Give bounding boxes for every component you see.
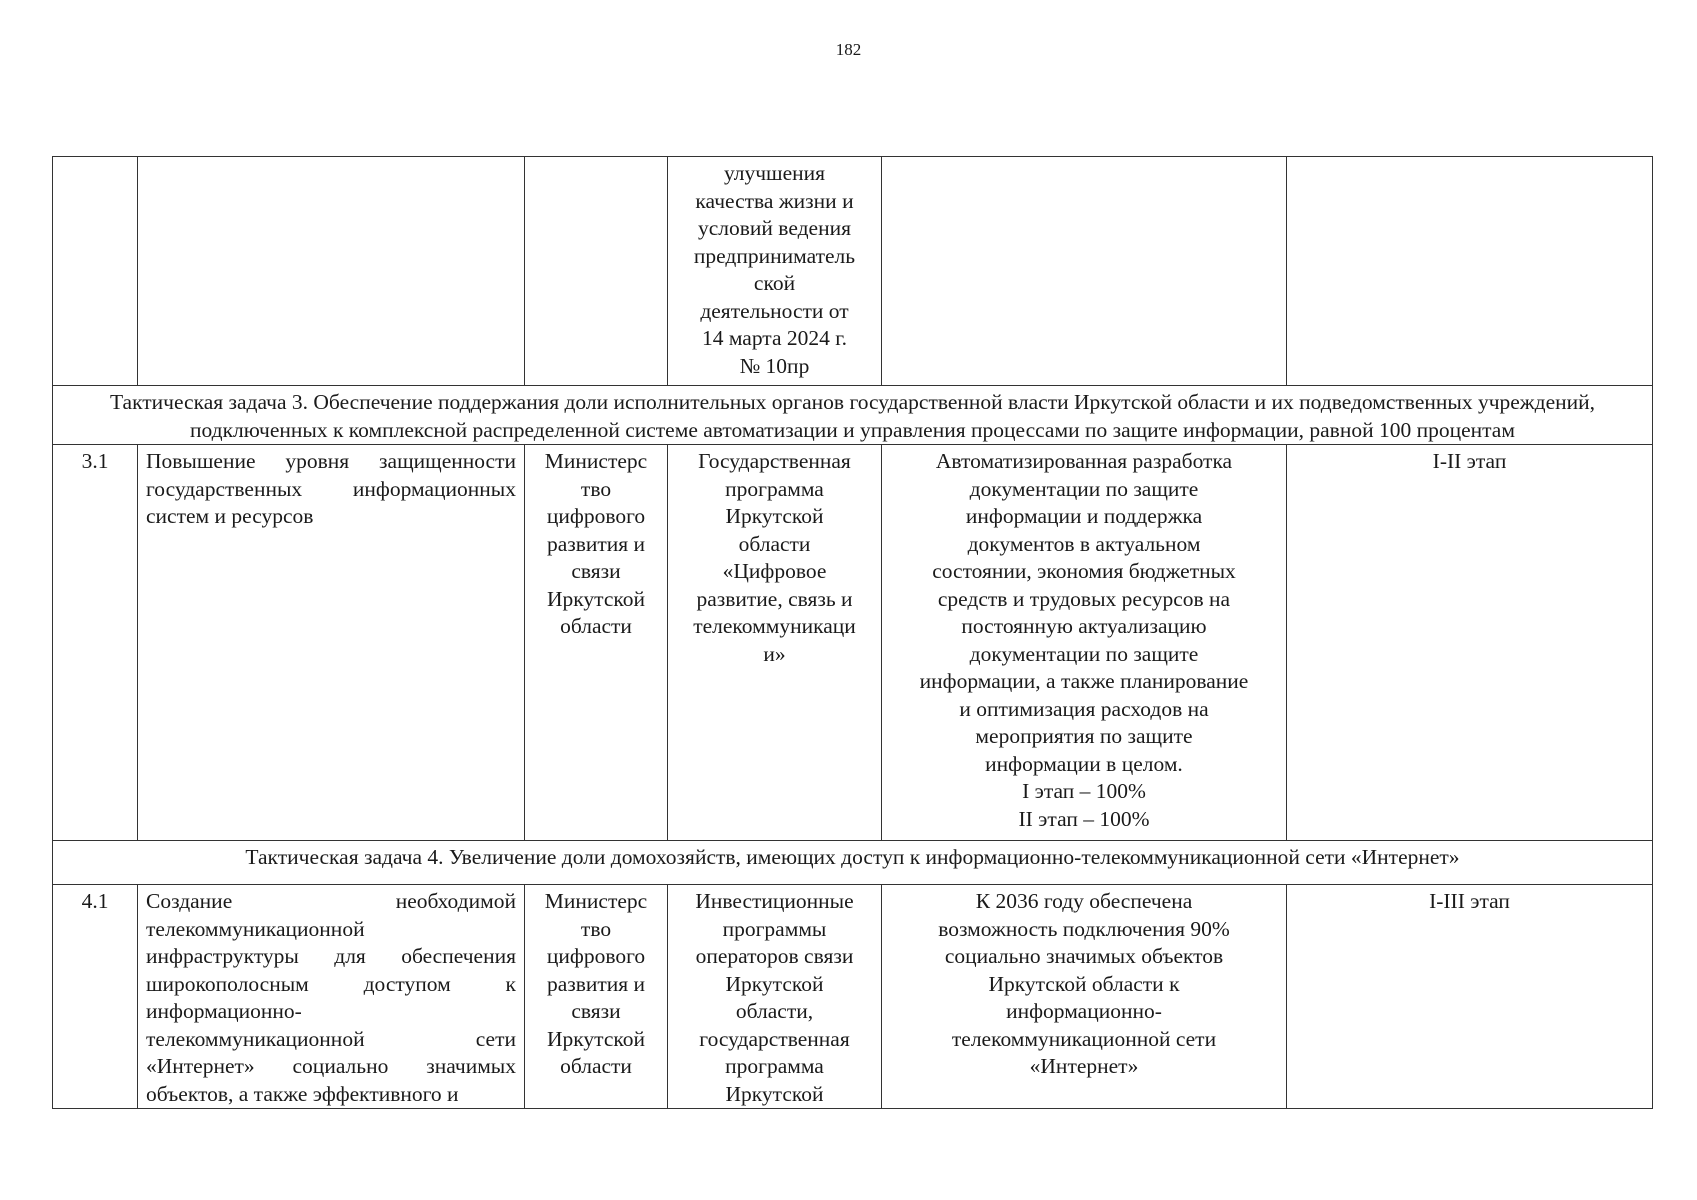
text-line: № 10пр [739,353,810,378]
text-line: тво [580,916,612,941]
table-row-continued [53,157,1653,386]
text-line: 14 марта 2024 г. [701,326,848,350]
text-line: II этап – 100% [1018,806,1150,831]
text-line: Иркутской области к [988,971,1180,996]
text-line: «Цифровое [722,559,827,583]
text-line: Иркутской [547,586,645,611]
text-line: улучшения [723,161,826,185]
table-row [53,885,1653,1109]
text-line: социально значимых объектов [944,944,1224,968]
text-line: государственная [699,1026,850,1051]
cell-stage [1287,157,1653,386]
text-line: условий ведения [698,216,851,240]
text-line: информации в целом. [985,751,1183,776]
text-line: информационно- [1006,999,1162,1023]
text-line: и оптимизация расходов на [959,696,1209,721]
text-line: связи [571,559,621,583]
row-number: 3.1 [53,445,138,841]
cell-program [668,157,882,386]
text-line: постоянную актуализацию [961,614,1207,638]
text-line: области [738,531,811,556]
text-line: Иркутской [725,1081,824,1106]
text-line: развитие, связь и [696,586,853,611]
text-line: и» [763,641,786,666]
text-line: области, [735,999,814,1023]
text-line: деятельности от [700,298,849,323]
measure-text: Создание необходимой телекоммуникационной инфраструктуры для обеспечения широкополосным доступом к информационно-телекоммуникационной сети «Интернет» социально значимых объектов, а также эффективного и [138,885,525,1109]
text-line: программа [725,476,824,501]
text-line: мероприятия по защите [975,724,1193,748]
text-line: документов в актуальном [967,531,1201,556]
executor-text [525,885,668,1109]
text-line: документации по защите [969,476,1199,501]
result-text [882,885,1287,1109]
text-line: телекоммуникаци [693,614,856,638]
text-line: информации и поддержка [965,504,1203,528]
text-line: Инвестиционные [695,889,854,913]
text-line: развития и [546,531,646,556]
row-number: 4.1 [53,885,138,1109]
text-line: цифрового [546,504,646,528]
table-row [53,445,1653,841]
text-line: Иркутской [725,971,824,996]
task-header-row [53,841,1653,885]
text-line: Министерс [544,889,648,913]
text-line: предприниматель [693,243,856,268]
measures-table [52,156,1653,1109]
text-line: программы [722,916,827,941]
cell-measure [138,157,525,386]
text-line: документации по защите [969,641,1199,666]
task-header-row [53,386,1653,445]
text-line: связи [571,999,621,1023]
text-line: цифрового [546,944,646,968]
text-line: программа [725,1054,824,1078]
text-line: Министерс [544,449,648,473]
text-line: тво [580,476,612,501]
text-line: возможность подключения 90% [938,916,1230,941]
text-line: средств и трудовых ресурсов на [937,586,1231,611]
program-text [668,445,882,841]
text-line: Автоматизированная разработка [935,449,1233,473]
cell-number [53,157,138,386]
text-line: «Интернет» [1029,1054,1139,1078]
text-line: информации, а также планирование [919,669,1249,693]
cell-result [882,157,1287,386]
text-line: области [560,1054,632,1078]
stage-text: I-II этап [1287,445,1653,841]
text-line: I этап – 100% [1022,779,1146,803]
cell-executor [525,157,668,386]
task-3-header: Тактическая задача 3. Обеспечение поддержания доли исполнительных органов государственной власти Иркутской области и их подведомственных учреждений, подключенных к комплексной распределенной системе автоматизации и управления процессами по защите информации, равной 100 процентам [53,386,1653,445]
text-line: Государственная [698,449,851,473]
text-line: операторов связи [695,944,854,968]
text-line: качества жизни и [695,188,854,213]
task-4-header: Тактическая задача 4. Увеличение доли домохозяйств, имеющих доступ к информационно-телекоммуникационной сети «Интернет» [53,841,1653,885]
program-text [668,885,882,1109]
stage-text: I-III этап [1287,885,1653,1109]
text-line: К 2036 году обеспечена [975,889,1193,913]
text-line: развития и [546,971,646,996]
text-line: ской [753,271,796,295]
measure-text: Повышение уровня защищенности государственных информационных систем и ресурсов [138,445,525,841]
text-line: Иркутской [547,1026,645,1051]
executor-text [525,445,668,841]
result-text [882,445,1287,841]
text-line: состоянии, экономия бюджетных [932,559,1236,583]
text-line: Иркутской [725,504,824,528]
text-line: области [560,614,632,638]
page-number: 182 [835,40,862,59]
text-line: телекоммуникационной сети [951,1026,1217,1051]
